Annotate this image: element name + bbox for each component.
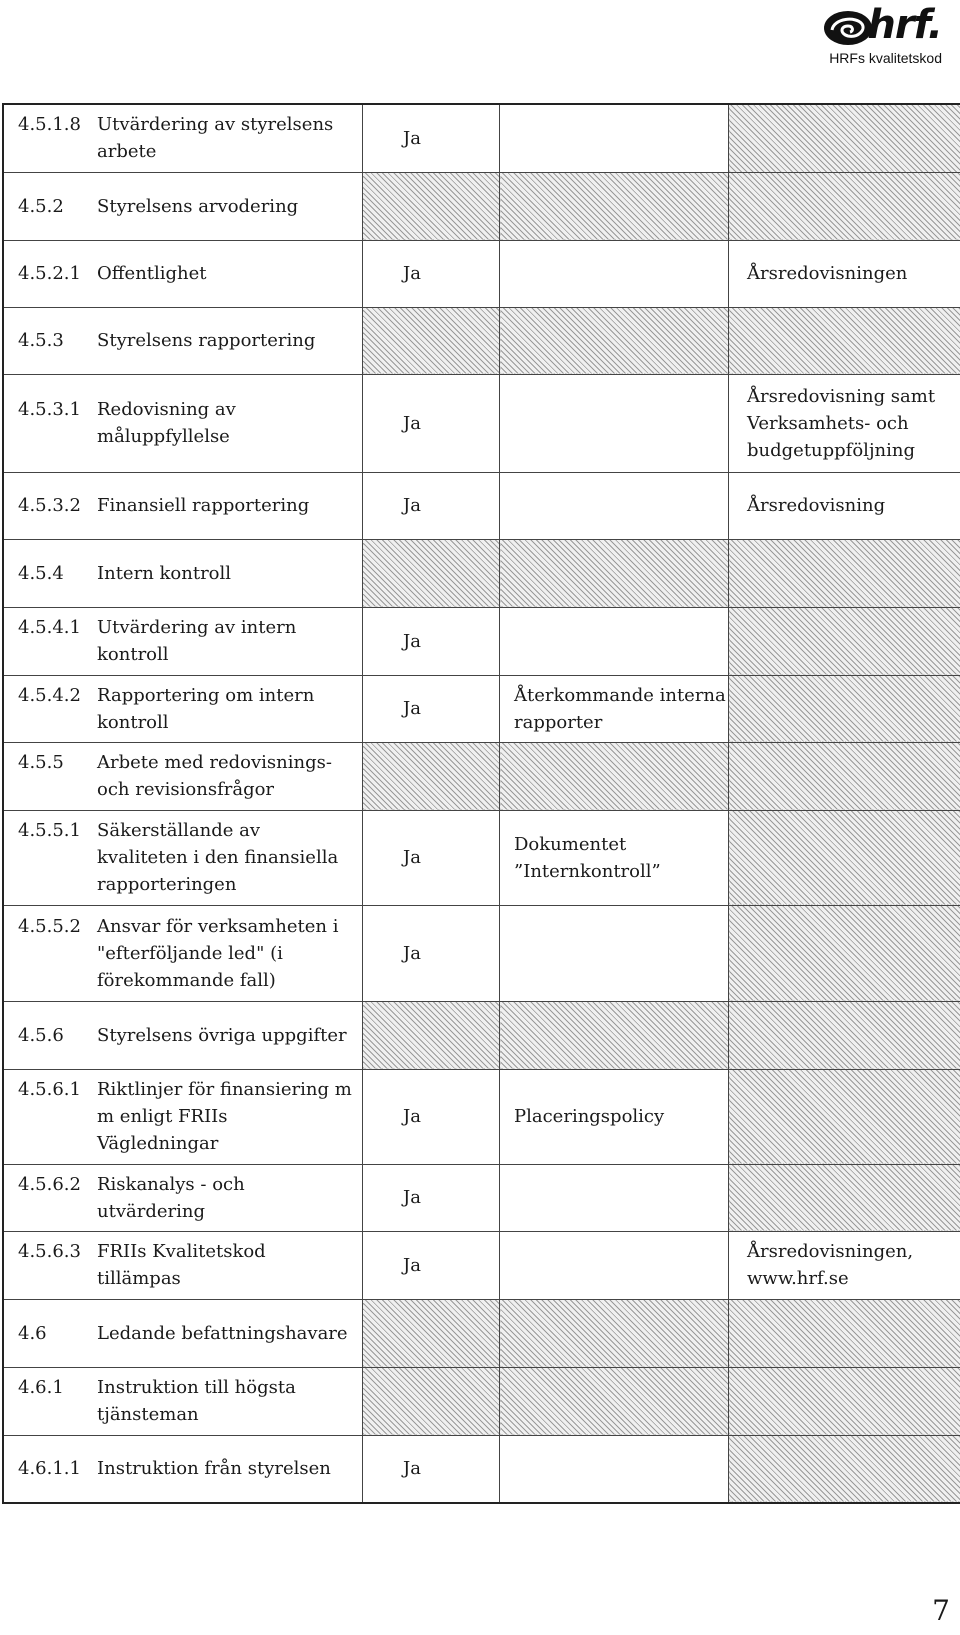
answer-cell: Ja: [363, 1164, 500, 1231]
document-cell: Placeringspolicy: [500, 1069, 729, 1164]
section-number: 4.6.1.1: [18, 1458, 81, 1480]
document-cell: [500, 104, 729, 172]
section-title: Intern kontroll: [97, 562, 232, 584]
shaded-cell: [729, 1001, 960, 1069]
document-cell: Återkommande interna rapporter: [500, 675, 729, 742]
section-cell: [3, 1299, 363, 1367]
document-cell: [500, 472, 729, 539]
document-cell: [500, 607, 729, 675]
section-cell: [3, 1231, 363, 1299]
section-title: Styrelsens rapportering: [97, 330, 316, 351]
table-row: [3, 905, 960, 1001]
section-cell: [3, 607, 363, 675]
section-title: Riktlinjer för finansiering m m enligt FRIIs Vägledningar: [97, 1079, 352, 1154]
section-title: Styrelsens arvodering: [97, 195, 299, 217]
table-row: [3, 240, 960, 307]
shaded-cell: [363, 1001, 500, 1069]
hrf-logo: [806, 2, 946, 68]
answer-cell: Ja: [363, 240, 500, 307]
shaded-cell: [729, 1435, 960, 1503]
note-cell: Årsredovisningen, www.hrf.se: [729, 1231, 960, 1299]
section-title: Offentlighet: [97, 263, 207, 284]
section-cell: [3, 172, 363, 240]
page-number: 7: [932, 1594, 950, 1627]
section-cell: [3, 240, 363, 307]
section-cell: [3, 1164, 363, 1231]
table-row: [3, 1435, 960, 1503]
section-number: 4.5.6.1: [18, 1079, 81, 1100]
section-title: Utvärdering av intern kontroll: [97, 617, 297, 665]
table-row: [3, 607, 960, 675]
section-title: FRIIs Kvalitetskod tillämpas: [97, 1241, 266, 1289]
table-row: [3, 1231, 960, 1299]
shaded-cell: [363, 1367, 500, 1435]
shaded-cell: [729, 607, 960, 675]
section-title: Rapportering om intern kontroll: [97, 684, 315, 733]
shaded-cell: [729, 1164, 960, 1231]
shaded-cell: [363, 172, 500, 240]
section-number: 4.5.4: [18, 562, 64, 584]
shaded-cell: [500, 539, 729, 607]
shaded-cell: [729, 905, 960, 1001]
document-cell: [500, 374, 729, 472]
shaded-cell: [729, 1367, 960, 1435]
section-title: Instruktion från styrelsen: [97, 1458, 331, 1480]
shaded-cell: [729, 307, 960, 374]
section-number: 4.5.5.2: [18, 915, 81, 937]
section-number: 4.5.1.8: [18, 114, 81, 136]
table-row: [3, 1069, 960, 1164]
shaded-cell: [363, 539, 500, 607]
section-title: Säkerställande av kvaliteten i den finansiella rapporteringen: [97, 820, 339, 895]
shaded-cell: [500, 742, 729, 810]
table-row: [3, 675, 960, 742]
table-row: [3, 1367, 960, 1435]
answer-cell: Ja: [363, 1435, 500, 1503]
section-number: 4.5.3.1: [18, 399, 81, 420]
document-cell: Dokumentet ”Internkontroll”: [500, 810, 729, 905]
section-cell: [3, 675, 363, 742]
section-cell: [3, 104, 363, 172]
logo-text: hrf.: [867, 2, 942, 48]
section-number: 4.5.2.1: [18, 263, 81, 284]
document-cell: [500, 905, 729, 1001]
shaded-cell: [729, 675, 960, 742]
shaded-cell: [500, 1001, 729, 1069]
shaded-cell: [729, 104, 960, 172]
answer-cell: Ja: [363, 810, 500, 905]
section-number: 4.5.6: [18, 1024, 64, 1046]
logo-subtitle: HRFs kvalitetskod: [829, 50, 942, 66]
section-title: Redovisning av måluppfyllelse: [97, 399, 236, 447]
shaded-cell: [500, 172, 729, 240]
answer-cell: Ja: [363, 1231, 500, 1299]
section-number: 4.5.3: [18, 330, 64, 351]
quality-code-table: [2, 103, 960, 1504]
section-number: 4.6.1: [18, 1377, 64, 1398]
section-number: 4.5.2: [18, 195, 64, 217]
note-cell: Årsredovisning: [729, 472, 960, 539]
section-cell: [3, 810, 363, 905]
section-cell: [3, 1367, 363, 1435]
shaded-cell: [363, 307, 500, 374]
answer-cell: Ja: [363, 607, 500, 675]
shaded-cell: [729, 742, 960, 810]
section-title: Instruktion till högsta tjänsteman: [97, 1377, 296, 1425]
note-cell: Årsredovisning samt Verksamhets- och budgetuppföljning: [729, 374, 960, 472]
document-cell: [500, 240, 729, 307]
table-row: [3, 1164, 960, 1231]
table-row: [3, 374, 960, 472]
section-number: 4.5.6.3: [18, 1241, 81, 1262]
section-cell: [3, 307, 363, 374]
hrf-swirl-icon: [822, 8, 874, 48]
section-cell: [3, 1435, 363, 1503]
table-row: [3, 172, 960, 240]
section-cell: [3, 374, 363, 472]
section-number: 4.5.4.1: [18, 617, 81, 638]
shaded-cell: [500, 1299, 729, 1367]
section-number: 4.5.5: [18, 752, 64, 773]
shaded-cell: [363, 1299, 500, 1367]
shaded-cell: [729, 1299, 960, 1367]
table-row: [3, 539, 960, 607]
answer-cell: Ja: [363, 1069, 500, 1164]
document-cell: [500, 1435, 729, 1503]
section-number: 4.6: [18, 1322, 47, 1344]
table-row: [3, 307, 960, 374]
section-number: 4.5.3.2: [18, 495, 81, 516]
section-cell: [3, 905, 363, 1001]
table-row: [3, 472, 960, 539]
section-title: Arbete med redovisnings- och revisionsfrågor: [97, 752, 332, 800]
answer-cell: Ja: [363, 472, 500, 539]
section-cell: [3, 1001, 363, 1069]
shaded-cell: [729, 1069, 960, 1164]
shaded-cell: [729, 172, 960, 240]
section-number: 4.5.4.2: [18, 684, 81, 706]
shaded-cell: [729, 810, 960, 905]
section-cell: [3, 539, 363, 607]
answer-cell: Ja: [363, 104, 500, 172]
section-title: Styrelsens övriga uppgifter: [97, 1024, 347, 1046]
section-cell: [3, 472, 363, 539]
answer-cell: Ja: [363, 675, 500, 742]
shaded-cell: [500, 307, 729, 374]
shaded-cell: [363, 742, 500, 810]
shaded-cell: [729, 539, 960, 607]
table-row: [3, 810, 960, 905]
section-number: 4.5.6.2: [18, 1173, 81, 1195]
section-title: Ledande befattningshavare: [97, 1322, 348, 1344]
note-cell: Årsredovisningen: [729, 240, 960, 307]
section-title: Utvärdering av styrelsens arbete: [97, 114, 334, 163]
section-title: Ansvar för verksamheten i "efterföljande led" (i förekommande fall): [97, 915, 339, 991]
document-cell: [500, 1164, 729, 1231]
document-cell: [500, 1231, 729, 1299]
table-row: [3, 104, 960, 172]
table-row: [3, 1299, 960, 1367]
answer-cell: Ja: [363, 905, 500, 1001]
section-cell: [3, 1069, 363, 1164]
answer-cell: Ja: [363, 374, 500, 472]
table-row: [3, 742, 960, 810]
section-cell: [3, 742, 363, 810]
section-title: Riskanalys - och utvärdering: [97, 1173, 245, 1222]
section-title: Finansiell rapportering: [97, 495, 310, 516]
section-number: 4.5.5.1: [18, 820, 81, 841]
table-row: [3, 1001, 960, 1069]
shaded-cell: [500, 1367, 729, 1435]
